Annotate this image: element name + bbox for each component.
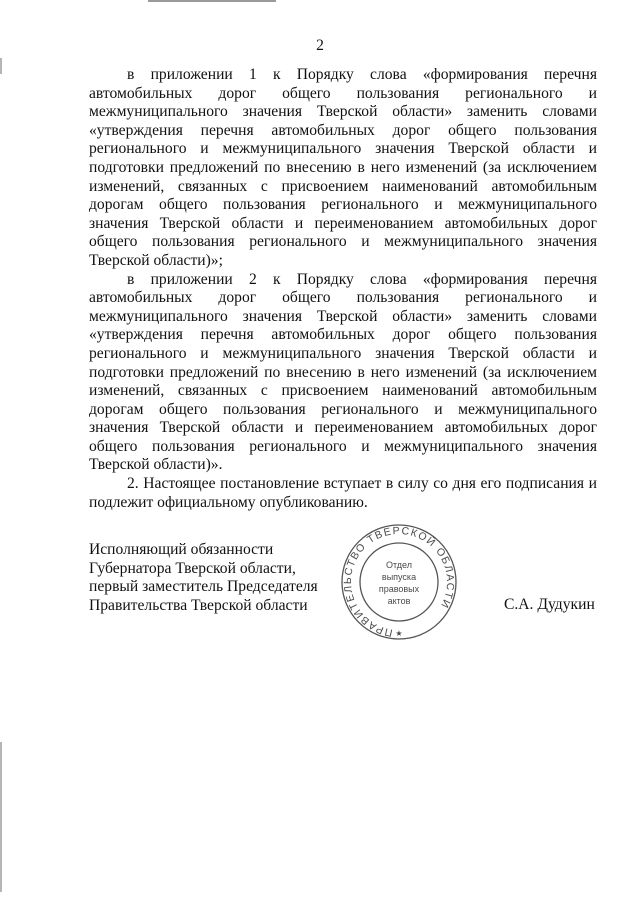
paragraph-effective-date: 2. Настоящее постановление вступает в силу со дня его подписания и подлежит официальному опубликованию. — [89, 475, 597, 511]
seal-center-line: Отдел — [385, 560, 413, 570]
page-number: 2 — [316, 37, 324, 54]
scan-top-rule — [148, 0, 276, 2]
seal-center-line: актов — [387, 596, 411, 606]
document-body — [89, 66, 597, 512]
signer-position-line: Правительства Тверской области — [89, 596, 308, 614]
signer-position-line: Губернатора Тверской области, — [89, 559, 296, 577]
seal-center-line: правовых — [378, 584, 420, 594]
signer-block — [89, 541, 329, 615]
seal-star-icon: ★ — [395, 629, 403, 638]
signer-position-line: первый заместитель Председателя — [89, 578, 318, 596]
paragraph-appendix-1: в приложении 1 к Порядку слова «формирования перечня автомобильных дорог общего пользования регионального и межмуниципального значения Тверской области» заменить словами «утверждения перечня автомобильных дорог общего пользования регионального и межмуниципального значения Тверской области и подготовки предложений по внесению в него изменений (за исключением изменений, связанных с присвоением наименований автомобильным дорогам общего пользования регионального и межмуниципального значения Тверской области и переименованием автомобильных дорог общего пользования регионального и межмуниципального значения Тверской области)»; — [89, 66, 597, 269]
scan-edge-mark — [0, 58, 2, 74]
scan-edge-mark — [0, 742, 2, 892]
official-seal — [339, 520, 459, 644]
seal-center-line: выпуска — [381, 572, 417, 582]
paragraph-appendix-2: в приложении 2 к Порядку слова «формирования перечня автомобильных дорог общего пользования регионального и межмуниципального значения Тверской области» заменить словами «утверждения перечня автомобильных дорог общего пользования регионального и межмуниципального значения Тверской области и подготовки предложений по внесению в него изменений (за исключением изменений, связанных с присвоением наименований автомобильным дорогам общего пользования регионального и межмуниципального значения Тверской области и переименованием автомобильных дорог общего пользования регионального и межмуниципального значения Тверской области)». — [89, 270, 597, 474]
signer-position-line: Исполняющий обязанности — [89, 541, 274, 558]
signatory-name: С.А. Дудукин — [504, 596, 595, 613]
seal-ring-text: ПРАВИТЕЛЬСТВО ТВЕРСКОЙ ОБЛАСТИ — [341, 524, 457, 639]
